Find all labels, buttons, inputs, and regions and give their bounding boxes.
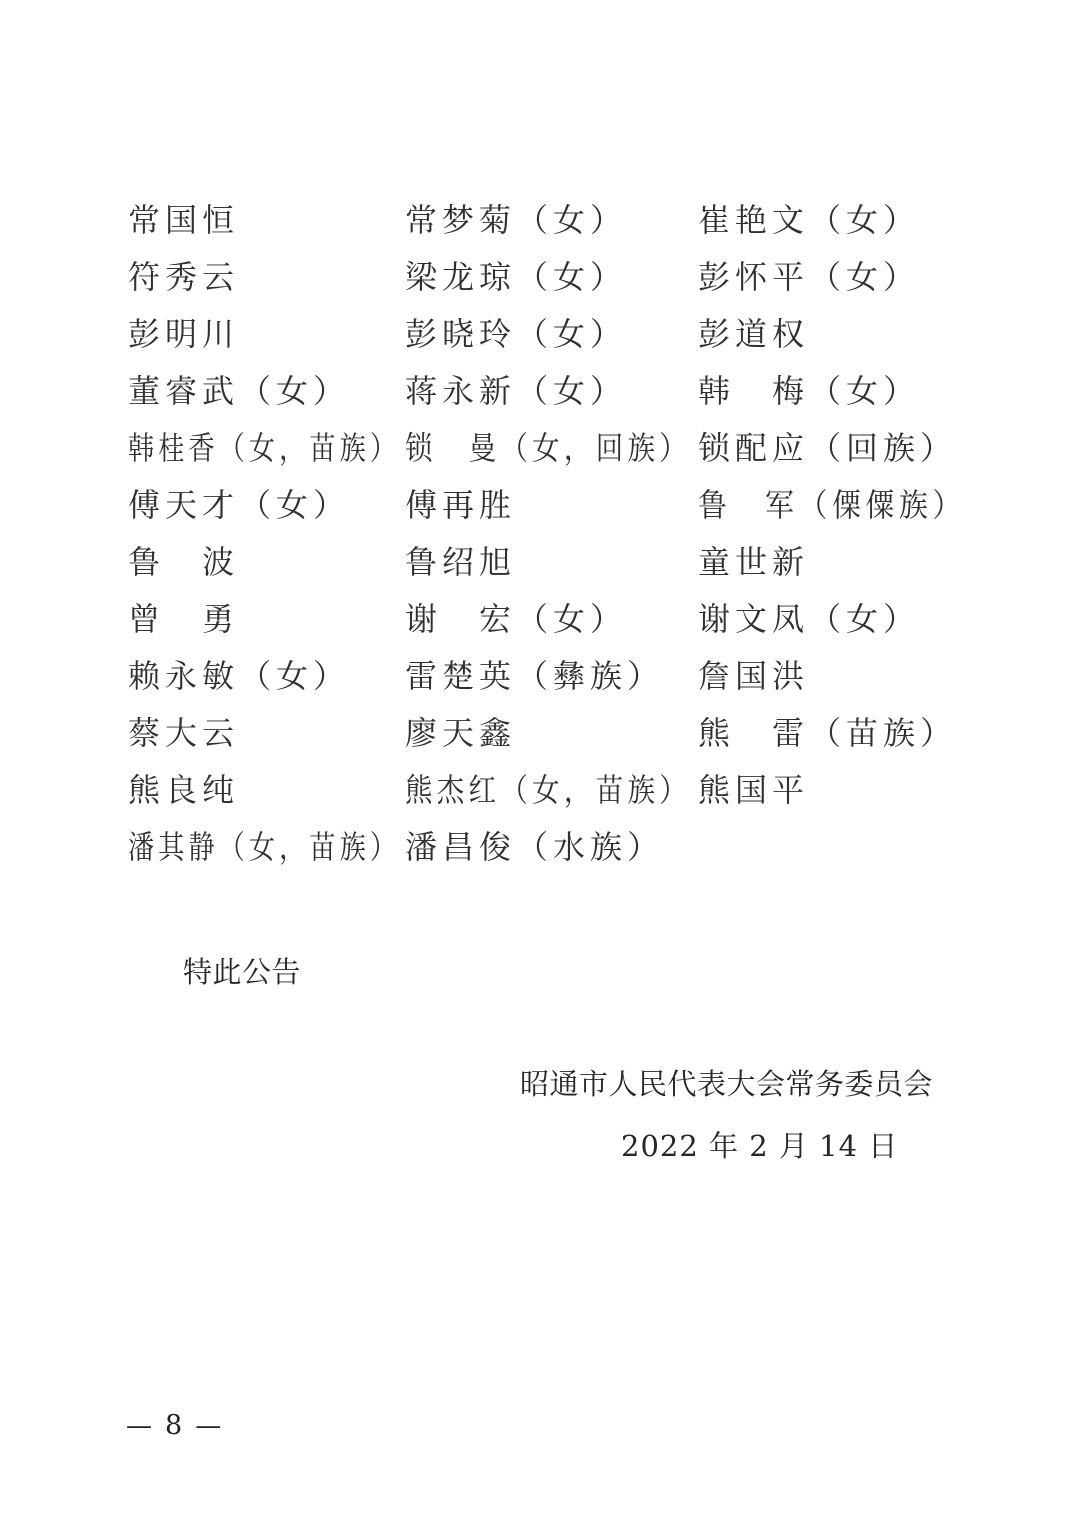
page-number: 8: [165, 1410, 183, 1441]
name-entry: 锁配应（回族）: [698, 429, 958, 467]
name-row: [128, 249, 973, 306]
name-entry: 熊 雷（苗族）: [698, 714, 958, 752]
name-entry: 鲁 波: [128, 543, 240, 581]
name-entry: 董睿武（女）: [128, 372, 351, 410]
name-row: [128, 534, 973, 591]
footer-dash-right: —: [195, 1410, 222, 1441]
issuing-authority: 昭通市人民代表大会常务委员会: [520, 1067, 934, 1101]
name-entry: 蒋永新（女）: [405, 372, 628, 410]
name-entry: 彭晓玲（女）: [405, 315, 628, 353]
name-entry: 韩桂香（女，苗族）: [128, 429, 401, 467]
name-entry: 符秀云: [128, 258, 240, 296]
name-row: [128, 192, 973, 249]
name-entry: 傅再胜: [405, 486, 517, 524]
name-entry: 彭明川: [128, 315, 240, 353]
name-entry: 锁 曼（女，回族）: [405, 429, 692, 467]
name-entry: 常国恒: [128, 201, 240, 239]
name-row: [128, 363, 973, 420]
footer-dash-left: —: [126, 1410, 152, 1441]
name-entry: 梁龙琼（女）: [405, 258, 628, 296]
name-row: [128, 306, 973, 363]
name-row: [128, 819, 973, 876]
name-entry: 韩 梅（女）: [698, 372, 921, 410]
name-row: [128, 648, 973, 705]
name-entry: 詹国洪: [698, 657, 810, 695]
name-entry: 谢文凤（女）: [698, 600, 921, 638]
name-row: [128, 705, 973, 762]
name-entry: 熊杰红（女，苗族）: [405, 771, 692, 809]
name-entry: 潘昌俊（水族）: [405, 828, 665, 866]
name-entry: 曾 勇: [128, 600, 240, 638]
name-entry: 傅天才（女）: [128, 486, 351, 524]
name-entry: 彭怀平（女）: [698, 258, 921, 296]
name-row: [128, 591, 973, 648]
name-entry: 鲁 军（傈僳族）: [698, 486, 966, 524]
name-entry: 谢 宏（女）: [405, 600, 628, 638]
name-entry: 蔡大云: [128, 714, 240, 752]
name-entry: 童世新: [698, 543, 810, 581]
name-entry: 崔艳文（女）: [698, 201, 921, 239]
name-row: [128, 420, 973, 477]
name-entry: 鲁绍旭: [405, 543, 517, 581]
name-entry: 赖永敏（女）: [128, 657, 351, 695]
page-footer: [126, 1412, 221, 1439]
closing-statement: 特此公告: [183, 955, 302, 989]
name-row: [128, 762, 973, 819]
name-row: [128, 477, 973, 534]
name-entry: 雷楚英（彝族）: [405, 657, 665, 695]
representative-name-list: [128, 192, 973, 876]
name-entry: 廖天鑫: [405, 714, 517, 752]
name-entry: 彭道权: [698, 315, 810, 353]
issue-date: 2022 年 2 月 14 日: [621, 1129, 899, 1163]
name-entry: 常梦菊（女）: [405, 201, 628, 239]
name-entry: 熊国平: [698, 771, 810, 809]
name-entry: 潘其静（女，苗族）: [128, 828, 401, 866]
name-entry: 熊良纯: [128, 771, 240, 809]
